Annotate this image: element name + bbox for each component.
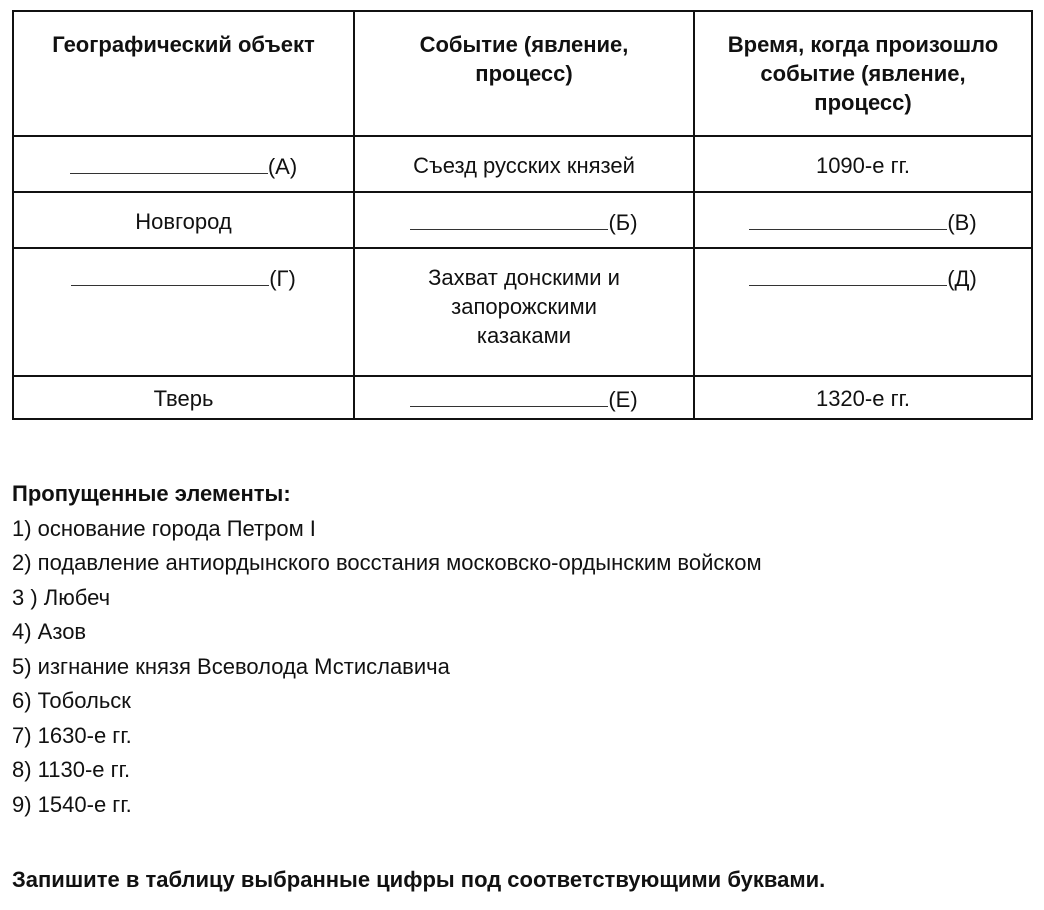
- list-item: 2) подавление антиордынского восстания московско-ордынским войском: [12, 550, 762, 575]
- blank-cell-b[interactable]: [354, 192, 694, 248]
- list-item: 4) Азов: [12, 619, 87, 644]
- table-row: [13, 248, 1032, 376]
- blank-label: (А): [267, 154, 298, 179]
- header-time: Время, когда произошло событие (явление, процесс): [694, 11, 1032, 136]
- blank-line: [71, 263, 269, 286]
- list-item: 9) 1540-е гг.: [12, 791, 132, 817]
- table-row: [13, 136, 1032, 192]
- table-cell: Тверь: [13, 376, 354, 419]
- blank-label: (В): [947, 210, 977, 235]
- blank-cell-e[interactable]: [354, 376, 694, 419]
- blank-line: [70, 151, 268, 174]
- blank-cell-a[interactable]: [13, 136, 354, 192]
- table-cell: Захват донскими и запорожскими казаками: [354, 248, 694, 376]
- list-item: 3 ) Любеч: [12, 584, 111, 610]
- blank-label: (Б): [608, 210, 638, 235]
- blank-label: (Г): [269, 266, 296, 291]
- blank-label: (Д): [947, 266, 977, 291]
- blank-line: [749, 263, 947, 286]
- list-item: 8) 1130-е гг.: [12, 757, 131, 782]
- list-item: 5) изгнание князя Всеволода Мстиславича: [12, 653, 450, 679]
- blank-cell-v[interactable]: [694, 192, 1032, 248]
- table-cell: 1320-е гг.: [694, 376, 1032, 419]
- blank-line: [410, 384, 608, 407]
- list-item: 7) 1630-е гг.: [12, 722, 132, 748]
- table-cell: Съезд русских князей: [354, 136, 694, 192]
- blank-label: (Е): [608, 387, 638, 412]
- list-item: 1) основание города Петром I: [12, 515, 316, 541]
- instruction: Запишите в таблицу выбранные цифры под соответствующими буквами.: [12, 867, 826, 892]
- table-cell: Новгород: [13, 192, 354, 248]
- table-header-row: [13, 11, 1032, 136]
- header-geographic-object: Географический объект: [13, 11, 354, 136]
- missing-elements-title: Пропущенные элементы:: [12, 481, 291, 506]
- blank-line: [410, 207, 608, 230]
- table-row: [13, 192, 1032, 248]
- blank-cell-g[interactable]: [13, 248, 354, 376]
- list-item: 6) Тобольск: [12, 688, 131, 713]
- blank-line: [749, 207, 947, 230]
- table-row: [13, 376, 1032, 419]
- header-event: Событие (явление, процесс): [354, 11, 694, 136]
- missing-elements-section: [12, 477, 762, 822]
- answer-table: [12, 10, 1033, 420]
- table-cell: 1090-е гг.: [694, 136, 1032, 192]
- blank-cell-d[interactable]: [694, 248, 1032, 376]
